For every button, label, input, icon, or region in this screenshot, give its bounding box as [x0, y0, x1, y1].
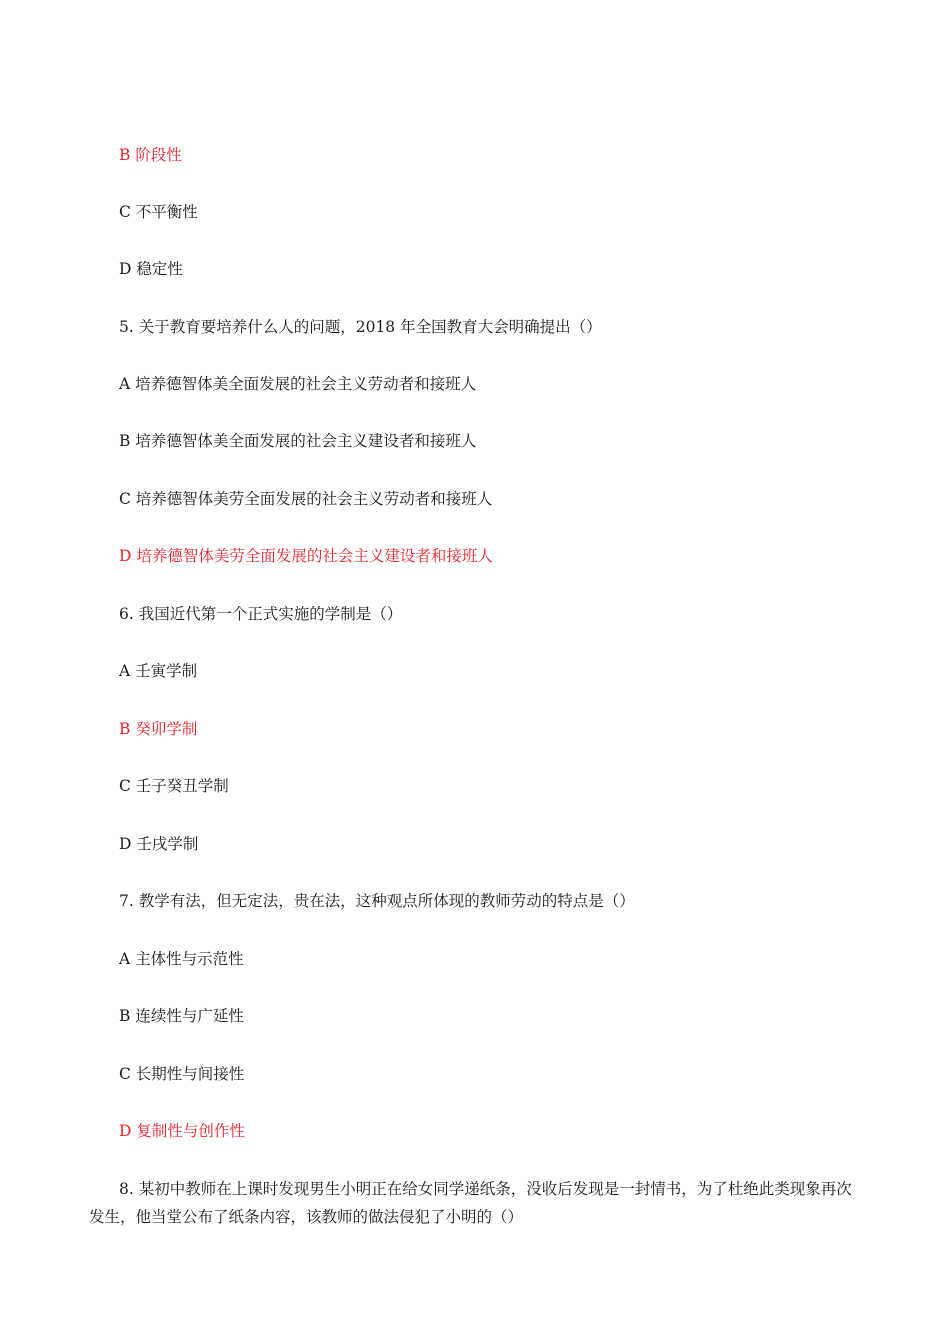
q5-option-b: B 培养德智体美全面发展的社会主义建设者和接班人: [119, 432, 477, 450]
q8-question: 8. 某初中教师在上课时发现男生小明正在给女同学递纸条，没收后发现是一封情书，为了杜绝此类现象再次发生，他当堂公布了纸条内容，该教师的做法侵犯了小明的（）: [89, 1180, 852, 1226]
q5-option-d: D 培养德智体美劳全面发展的社会主义建设者和接班人: [119, 547, 493, 565]
q4-option-d: D 稳定性: [119, 260, 183, 278]
q6-option-d: D 壬戌学制: [119, 835, 199, 853]
q4-option-b: B 阶段性: [119, 146, 182, 164]
q5-question: 5. 关于教育要培养什么人的问题，2018 年全国教育大会明确提出（）: [119, 318, 602, 336]
q7-option-b: B 连续性与广延性: [119, 1007, 244, 1025]
q5-option-a: A 培养德智体美全面发展的社会主义劳动者和接班人: [119, 375, 477, 393]
q6-question: 6. 我国近代第一个正式实施的学制是（）: [119, 605, 403, 623]
q7-option-d: D 复制性与创作性: [119, 1122, 245, 1140]
q7-option-c: C 长期性与间接性: [119, 1065, 245, 1083]
q6-option-b: B 癸卯学制: [119, 720, 198, 738]
q6-option-a: A 壬寅学制: [119, 662, 198, 680]
q7-question: 7. 教学有法，但无定法，贵在法，这种观点所体现的教师劳动的特点是（）: [119, 892, 635, 910]
q6-option-c: C 壬子癸丑学制: [119, 777, 229, 795]
q7-option-a: A 主体性与示范性: [119, 950, 244, 968]
q4-option-c: C 不平衡性: [119, 203, 198, 221]
q5-option-c: C 培养德智体美劳全面发展的社会主义劳动者和接班人: [119, 490, 493, 508]
